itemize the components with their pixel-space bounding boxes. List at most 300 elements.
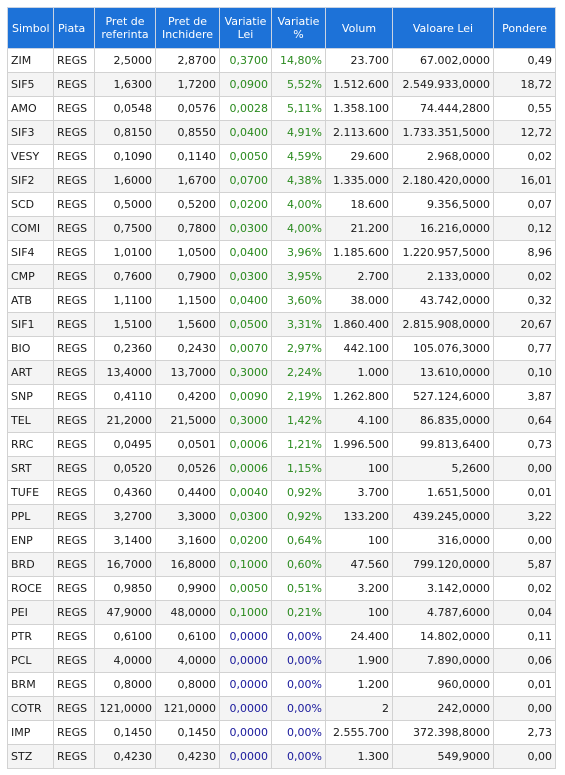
cell-weight: 0,49 — [494, 49, 556, 73]
cell-change-lei: 0,1000 — [220, 601, 272, 625]
cell-ref-price: 0,9850 — [95, 577, 156, 601]
col-header-change-pct[interactable]: Variatie % — [272, 8, 326, 49]
cell-symbol[interactable]: SIF2 — [8, 169, 54, 193]
cell-weight: 3,22 — [494, 505, 556, 529]
cell-volume: 2.555.700 — [326, 721, 393, 745]
cell-change-lei: 0,0050 — [220, 577, 272, 601]
cell-change-lei: 0,0000 — [220, 697, 272, 721]
cell-change-pct: 0,92% — [272, 481, 326, 505]
cell-ref-price: 0,7600 — [95, 265, 156, 289]
cell-change-pct: 0,60% — [272, 553, 326, 577]
cell-value-lei: 2.133,0000 — [393, 265, 494, 289]
cell-weight: 0,64 — [494, 409, 556, 433]
cell-change-pct: 14,80% — [272, 49, 326, 73]
cell-close-price: 0,1140 — [156, 145, 220, 169]
table-row — [8, 193, 556, 217]
cell-change-lei: 0,3000 — [220, 361, 272, 385]
col-header-value-lei[interactable]: Valoare Lei — [393, 8, 494, 49]
cell-volume: 21.200 — [326, 217, 393, 241]
cell-volume: 1.860.400 — [326, 313, 393, 337]
cell-symbol[interactable]: SIF1 — [8, 313, 54, 337]
table-row — [8, 49, 556, 73]
cell-ref-price: 0,7500 — [95, 217, 156, 241]
cell-symbol[interactable]: PPL — [8, 505, 54, 529]
cell-weight: 0,00 — [494, 745, 556, 769]
cell-ref-price: 3,1400 — [95, 529, 156, 553]
cell-volume: 29.600 — [326, 145, 393, 169]
cell-value-lei: 99.813,6400 — [393, 433, 494, 457]
cell-volume: 18.600 — [326, 193, 393, 217]
cell-weight: 2,73 — [494, 721, 556, 745]
cell-change-lei: 0,0006 — [220, 433, 272, 457]
table-row — [8, 745, 556, 769]
stock-table-container — [7, 7, 555, 769]
cell-close-price: 4,0000 — [156, 649, 220, 673]
cell-ref-price: 1,6000 — [95, 169, 156, 193]
col-header-symbol[interactable]: Simbol — [8, 8, 54, 49]
cell-change-lei: 0,0000 — [220, 721, 272, 745]
cell-change-pct: 1,15% — [272, 457, 326, 481]
cell-change-lei: 0,0028 — [220, 97, 272, 121]
cell-change-lei: 0,0400 — [220, 121, 272, 145]
cell-market: REGS — [54, 169, 95, 193]
cell-weight: 0,32 — [494, 289, 556, 313]
cell-symbol[interactable]: AMO — [8, 97, 54, 121]
cell-value-lei: 74.444,2800 — [393, 97, 494, 121]
cell-symbol[interactable]: TUFE — [8, 481, 54, 505]
cell-value-lei: 14.802,0000 — [393, 625, 494, 649]
cell-market: REGS — [54, 265, 95, 289]
cell-market: REGS — [54, 505, 95, 529]
cell-change-lei: 0,0900 — [220, 73, 272, 97]
cell-change-lei: 0,0000 — [220, 673, 272, 697]
cell-close-price: 16,8000 — [156, 553, 220, 577]
cell-symbol[interactable]: BIO — [8, 337, 54, 361]
cell-symbol[interactable]: BRM — [8, 673, 54, 697]
cell-weight: 0,02 — [494, 265, 556, 289]
cell-market: REGS — [54, 217, 95, 241]
cell-change-pct: 0,00% — [272, 673, 326, 697]
cell-volume: 3.700 — [326, 481, 393, 505]
cell-symbol[interactable]: SIF5 — [8, 73, 54, 97]
cell-market: REGS — [54, 337, 95, 361]
cell-value-lei: 43.742,0000 — [393, 289, 494, 313]
cell-value-lei: 549,9000 — [393, 745, 494, 769]
cell-symbol[interactable]: SIF3 — [8, 121, 54, 145]
cell-symbol[interactable]: SNP — [8, 385, 54, 409]
cell-volume: 1.335.000 — [326, 169, 393, 193]
cell-change-lei: 0,0400 — [220, 241, 272, 265]
cell-volume: 1.262.800 — [326, 385, 393, 409]
cell-symbol[interactable]: PEI — [8, 601, 54, 625]
cell-ref-price: 0,4360 — [95, 481, 156, 505]
table-row — [8, 697, 556, 721]
cell-symbol[interactable]: STZ — [8, 745, 54, 769]
table-row — [8, 409, 556, 433]
cell-ref-price: 0,6100 — [95, 625, 156, 649]
cell-value-lei: 67.002,0000 — [393, 49, 494, 73]
cell-value-lei: 9.356,5000 — [393, 193, 494, 217]
cell-change-pct: 2,19% — [272, 385, 326, 409]
table-row — [8, 721, 556, 745]
cell-change-lei: 0,0000 — [220, 625, 272, 649]
cell-value-lei: 372.398,8000 — [393, 721, 494, 745]
cell-market: REGS — [54, 361, 95, 385]
cell-close-price: 0,6100 — [156, 625, 220, 649]
table-header-row — [8, 8, 556, 49]
cell-ref-price: 47,9000 — [95, 601, 156, 625]
cell-change-lei: 0,0050 — [220, 145, 272, 169]
table-row — [8, 553, 556, 577]
cell-close-price: 0,4230 — [156, 745, 220, 769]
cell-symbol[interactable]: TEL — [8, 409, 54, 433]
cell-value-lei: 16.216,0000 — [393, 217, 494, 241]
cell-market: REGS — [54, 385, 95, 409]
cell-volume: 1.512.600 — [326, 73, 393, 97]
cell-weight: 18,72 — [494, 73, 556, 97]
cell-value-lei: 7.890,0000 — [393, 649, 494, 673]
cell-weight: 0,73 — [494, 433, 556, 457]
cell-change-pct: 2,97% — [272, 337, 326, 361]
cell-close-price: 1,0500 — [156, 241, 220, 265]
cell-symbol[interactable]: COMI — [8, 217, 54, 241]
table-row — [8, 265, 556, 289]
cell-volume: 1.000 — [326, 361, 393, 385]
cell-ref-price: 0,0520 — [95, 457, 156, 481]
cell-change-lei: 0,0070 — [220, 337, 272, 361]
cell-volume: 100 — [326, 601, 393, 625]
cell-close-price: 0,8000 — [156, 673, 220, 697]
cell-weight: 0,11 — [494, 625, 556, 649]
cell-symbol[interactable]: RRC — [8, 433, 54, 457]
cell-market: REGS — [54, 409, 95, 433]
cell-ref-price: 0,8150 — [95, 121, 156, 145]
cell-change-lei: 0,0400 — [220, 289, 272, 313]
cell-ref-price: 121,0000 — [95, 697, 156, 721]
cell-market: REGS — [54, 73, 95, 97]
cell-volume: 38.000 — [326, 289, 393, 313]
cell-value-lei: 105.076,3000 — [393, 337, 494, 361]
cell-market: REGS — [54, 193, 95, 217]
cell-market: REGS — [54, 121, 95, 145]
table-row — [8, 601, 556, 625]
cell-weight: 0,77 — [494, 337, 556, 361]
cell-change-pct: 3,60% — [272, 289, 326, 313]
cell-value-lei: 439.245,0000 — [393, 505, 494, 529]
cell-symbol[interactable]: SRT — [8, 457, 54, 481]
table-row — [8, 289, 556, 313]
cell-ref-price: 1,6300 — [95, 73, 156, 97]
cell-ref-price: 16,7000 — [95, 553, 156, 577]
cell-ref-price: 0,5000 — [95, 193, 156, 217]
cell-change-pct: 2,24% — [272, 361, 326, 385]
cell-value-lei: 960,0000 — [393, 673, 494, 697]
table-row — [8, 241, 556, 265]
cell-change-lei: 0,0040 — [220, 481, 272, 505]
cell-weight: 0,00 — [494, 697, 556, 721]
cell-symbol[interactable]: ART — [8, 361, 54, 385]
col-header-volume[interactable]: Volum — [326, 8, 393, 49]
cell-ref-price: 3,2700 — [95, 505, 156, 529]
cell-market: REGS — [54, 289, 95, 313]
cell-change-lei: 0,0006 — [220, 457, 272, 481]
cell-weight: 20,67 — [494, 313, 556, 337]
cell-ref-price: 21,2000 — [95, 409, 156, 433]
cell-change-lei: 0,0090 — [220, 385, 272, 409]
cell-weight: 0,00 — [494, 529, 556, 553]
table-row — [8, 649, 556, 673]
cell-value-lei: 2.968,0000 — [393, 145, 494, 169]
cell-ref-price: 0,0495 — [95, 433, 156, 457]
cell-close-price: 1,5600 — [156, 313, 220, 337]
cell-weight: 8,96 — [494, 241, 556, 265]
cell-weight: 0,02 — [494, 577, 556, 601]
cell-change-pct: 1,42% — [272, 409, 326, 433]
col-header-weight[interactable]: Pondere — [494, 8, 556, 49]
cell-change-lei: 0,3000 — [220, 409, 272, 433]
cell-ref-price: 1,5100 — [95, 313, 156, 337]
cell-value-lei: 527.124,6000 — [393, 385, 494, 409]
cell-value-lei: 86.835,0000 — [393, 409, 494, 433]
cell-ref-price: 0,4230 — [95, 745, 156, 769]
table-row — [8, 457, 556, 481]
cell-market: REGS — [54, 649, 95, 673]
cell-change-pct: 0,64% — [272, 529, 326, 553]
table-row — [8, 385, 556, 409]
cell-ref-price: 0,4110 — [95, 385, 156, 409]
cell-market: REGS — [54, 481, 95, 505]
cell-change-pct: 0,92% — [272, 505, 326, 529]
cell-close-price: 3,3000 — [156, 505, 220, 529]
cell-volume: 1.900 — [326, 649, 393, 673]
table-body — [8, 49, 556, 769]
cell-change-pct: 4,38% — [272, 169, 326, 193]
cell-change-pct: 4,59% — [272, 145, 326, 169]
cell-weight: 0,01 — [494, 481, 556, 505]
table-row — [8, 73, 556, 97]
cell-close-price: 0,4400 — [156, 481, 220, 505]
cell-ref-price: 0,1450 — [95, 721, 156, 745]
cell-symbol[interactable]: VESY — [8, 145, 54, 169]
cell-symbol[interactable]: ROCE — [8, 577, 54, 601]
cell-value-lei: 2.180.420,0000 — [393, 169, 494, 193]
cell-change-lei: 0,3700 — [220, 49, 272, 73]
cell-change-lei: 0,0200 — [220, 193, 272, 217]
cell-market: REGS — [54, 577, 95, 601]
table-row — [8, 145, 556, 169]
cell-close-price: 0,9900 — [156, 577, 220, 601]
cell-weight: 0,55 — [494, 97, 556, 121]
cell-weight: 0,06 — [494, 649, 556, 673]
cell-symbol[interactable]: COTR — [8, 697, 54, 721]
cell-value-lei: 2.549.933,0000 — [393, 73, 494, 97]
cell-volume: 133.200 — [326, 505, 393, 529]
cell-close-price: 0,0526 — [156, 457, 220, 481]
cell-weight: 16,01 — [494, 169, 556, 193]
cell-weight: 5,87 — [494, 553, 556, 577]
cell-close-price: 0,8550 — [156, 121, 220, 145]
cell-volume: 4.100 — [326, 409, 393, 433]
table-row — [8, 217, 556, 241]
table-row — [8, 577, 556, 601]
cell-weight: 0,10 — [494, 361, 556, 385]
cell-change-lei: 0,0300 — [220, 505, 272, 529]
cell-close-price: 13,7000 — [156, 361, 220, 385]
cell-close-price: 21,5000 — [156, 409, 220, 433]
cell-ref-price: 1,0100 — [95, 241, 156, 265]
table-row — [8, 313, 556, 337]
cell-weight: 0,07 — [494, 193, 556, 217]
cell-symbol[interactable]: PTR — [8, 625, 54, 649]
cell-close-price: 121,0000 — [156, 697, 220, 721]
table-row — [8, 505, 556, 529]
cell-volume: 1.300 — [326, 745, 393, 769]
table-row — [8, 433, 556, 457]
cell-weight: 0,02 — [494, 145, 556, 169]
cell-symbol[interactable]: ATB — [8, 289, 54, 313]
cell-symbol[interactable]: SCD — [8, 193, 54, 217]
table-row — [8, 361, 556, 385]
cell-change-pct: 4,00% — [272, 217, 326, 241]
cell-market: REGS — [54, 697, 95, 721]
cell-value-lei: 1.651,5000 — [393, 481, 494, 505]
cell-change-pct: 4,00% — [272, 193, 326, 217]
cell-volume: 442.100 — [326, 337, 393, 361]
table-row — [8, 121, 556, 145]
cell-ref-price: 0,1090 — [95, 145, 156, 169]
cell-market: REGS — [54, 457, 95, 481]
cell-market: REGS — [54, 673, 95, 697]
cell-symbol[interactable]: BRD — [8, 553, 54, 577]
cell-close-price: 0,0501 — [156, 433, 220, 457]
cell-market: REGS — [54, 97, 95, 121]
cell-volume: 24.400 — [326, 625, 393, 649]
cell-weight: 3,87 — [494, 385, 556, 409]
col-header-close-price[interactable]: Pret de Inchidere — [156, 8, 220, 49]
cell-ref-price: 2,5000 — [95, 49, 156, 73]
cell-change-pct: 1,21% — [272, 433, 326, 457]
cell-change-lei: 0,0500 — [220, 313, 272, 337]
table-row — [8, 337, 556, 361]
stock-table — [7, 7, 556, 769]
cell-weight: 0,00 — [494, 457, 556, 481]
table-row — [8, 97, 556, 121]
cell-change-lei: 0,0000 — [220, 649, 272, 673]
cell-value-lei: 1.220.957,5000 — [393, 241, 494, 265]
cell-ref-price: 0,0548 — [95, 97, 156, 121]
cell-change-pct: 0,00% — [272, 721, 326, 745]
cell-weight: 0,04 — [494, 601, 556, 625]
cell-volume: 2.113.600 — [326, 121, 393, 145]
cell-close-price: 0,7900 — [156, 265, 220, 289]
cell-close-price: 48,0000 — [156, 601, 220, 625]
cell-symbol[interactable]: SIF4 — [8, 241, 54, 265]
cell-change-pct: 0,00% — [272, 745, 326, 769]
cell-volume: 1.200 — [326, 673, 393, 697]
cell-change-lei: 0,0700 — [220, 169, 272, 193]
cell-change-pct: 0,00% — [272, 625, 326, 649]
cell-change-lei: 0,0200 — [220, 529, 272, 553]
cell-market: REGS — [54, 745, 95, 769]
table-row — [8, 169, 556, 193]
table-row — [8, 673, 556, 697]
cell-change-lei: 0,1000 — [220, 553, 272, 577]
cell-change-pct: 3,96% — [272, 241, 326, 265]
cell-value-lei: 3.142,0000 — [393, 577, 494, 601]
cell-close-price: 0,7800 — [156, 217, 220, 241]
cell-close-price: 0,5200 — [156, 193, 220, 217]
cell-change-lei: 0,0300 — [220, 217, 272, 241]
cell-symbol[interactable]: IMP — [8, 721, 54, 745]
cell-volume: 23.700 — [326, 49, 393, 73]
cell-change-pct: 0,21% — [272, 601, 326, 625]
cell-value-lei: 5,2600 — [393, 457, 494, 481]
cell-market: REGS — [54, 553, 95, 577]
cell-close-price: 0,2430 — [156, 337, 220, 361]
col-header-change-lei[interactable]: Variatie Lei — [220, 8, 272, 49]
cell-symbol[interactable]: ZIM — [8, 49, 54, 73]
cell-change-lei: 0,0000 — [220, 745, 272, 769]
cell-volume: 47.560 — [326, 553, 393, 577]
cell-change-pct: 0,00% — [272, 697, 326, 721]
cell-volume: 2 — [326, 697, 393, 721]
col-header-market[interactable]: Piata — [54, 8, 95, 49]
cell-symbol[interactable]: ENP — [8, 529, 54, 553]
cell-volume: 3.200 — [326, 577, 393, 601]
cell-market: REGS — [54, 145, 95, 169]
table-row — [8, 529, 556, 553]
cell-close-price: 0,1450 — [156, 721, 220, 745]
cell-change-pct: 5,52% — [272, 73, 326, 97]
cell-change-pct: 0,51% — [272, 577, 326, 601]
cell-weight: 0,01 — [494, 673, 556, 697]
table-row — [8, 481, 556, 505]
cell-market: REGS — [54, 721, 95, 745]
cell-change-pct: 5,11% — [272, 97, 326, 121]
cell-volume: 1.996.500 — [326, 433, 393, 457]
table-row — [8, 625, 556, 649]
cell-weight: 0,12 — [494, 217, 556, 241]
cell-change-lei: 0,0300 — [220, 265, 272, 289]
cell-symbol[interactable]: CMP — [8, 265, 54, 289]
cell-symbol[interactable]: PCL — [8, 649, 54, 673]
cell-ref-price: 4,0000 — [95, 649, 156, 673]
cell-change-pct: 3,95% — [272, 265, 326, 289]
cell-volume: 1.358.100 — [326, 97, 393, 121]
cell-volume: 100 — [326, 529, 393, 553]
col-header-ref-price[interactable]: Pret de referinta — [95, 8, 156, 49]
cell-close-price: 2,8700 — [156, 49, 220, 73]
cell-close-price: 1,7200 — [156, 73, 220, 97]
cell-volume: 100 — [326, 457, 393, 481]
cell-change-pct: 4,91% — [272, 121, 326, 145]
cell-close-price: 1,6700 — [156, 169, 220, 193]
cell-close-price: 3,1600 — [156, 529, 220, 553]
cell-value-lei: 799.120,0000 — [393, 553, 494, 577]
cell-value-lei: 242,0000 — [393, 697, 494, 721]
cell-market: REGS — [54, 49, 95, 73]
cell-ref-price: 0,8000 — [95, 673, 156, 697]
cell-close-price: 1,1500 — [156, 289, 220, 313]
cell-change-pct: 0,00% — [272, 649, 326, 673]
cell-volume: 2.700 — [326, 265, 393, 289]
cell-market: REGS — [54, 241, 95, 265]
cell-market: REGS — [54, 625, 95, 649]
cell-value-lei: 1.733.351,5000 — [393, 121, 494, 145]
cell-value-lei: 4.787,6000 — [393, 601, 494, 625]
cell-value-lei: 316,0000 — [393, 529, 494, 553]
cell-change-pct: 3,31% — [272, 313, 326, 337]
